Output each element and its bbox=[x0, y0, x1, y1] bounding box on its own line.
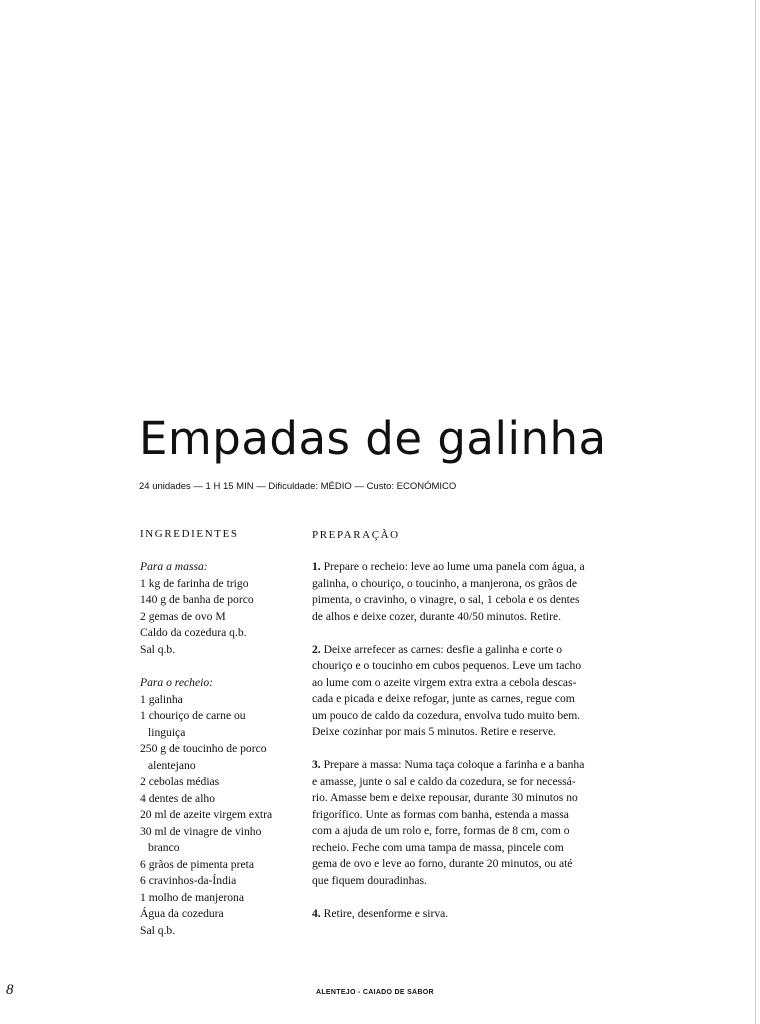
step-text-line: com a ajuda de um rolo e, forre, formas de 8 cm, com o bbox=[312, 824, 570, 837]
step-text-line: que fiquem douradinhas. bbox=[312, 873, 427, 887]
step-text-line: pimenta, o cravinho, o vinagre, o sal, 1 cebola e os dentes bbox=[312, 593, 580, 606]
ingredient-line: 6 cravinhos-da-Índia bbox=[140, 874, 237, 887]
ingredient-line: 2 gemas de ovo M bbox=[140, 609, 226, 623]
ingredients-heading: INGREDIENTES bbox=[140, 528, 239, 540]
ingredient-line: 1 galinha bbox=[140, 692, 183, 706]
recipe-meta: 24 unidades — 1 H 15 MIN — Dificuldade: MÉDIO — Custo: ECONÓMICO bbox=[139, 481, 457, 492]
ingredient-line: 30 ml de vinagre de vinho bbox=[140, 824, 262, 838]
ingredient-line: 140 g de banha de porco bbox=[140, 593, 254, 606]
ingredient-line: 4 dentes de alho bbox=[140, 791, 216, 805]
step-text-line: recheio. Feche com uma tampa de massa, pincele com bbox=[312, 840, 564, 854]
preparation-steps bbox=[312, 559, 607, 939]
step-text-line: um pouco de caldo da cozedura, envolva tudo muito bem. bbox=[312, 708, 581, 722]
page-edge-divider bbox=[755, 0, 756, 1024]
preparation-heading: PREPARAÇÃO bbox=[312, 529, 400, 541]
step-number: 4. bbox=[312, 906, 321, 920]
ingredient-line-continuation: linguiça bbox=[148, 725, 186, 739]
ingredient-group-spacer bbox=[140, 658, 305, 675]
ingredient-line-continuation: alentejano bbox=[148, 758, 196, 772]
step-number: 3. bbox=[312, 758, 321, 771]
ingredient-line: 250 g de toucinho de porco bbox=[140, 742, 267, 755]
step-number: 2. bbox=[312, 642, 321, 656]
preparation-step-3 bbox=[312, 757, 607, 889]
running-footer-title: ALENTEJO - CAIADO DE SABOR bbox=[316, 989, 434, 996]
step-text-line: e amasse, junte o sal e caldo da cozedura, se for necessá- bbox=[312, 774, 576, 788]
step-text-line: frigorífico. Unte as formas com banha, estenda a massa bbox=[312, 807, 569, 821]
preparation-step-2 bbox=[312, 642, 607, 741]
recipe-title: Empadas de galinha bbox=[139, 412, 607, 465]
ingredient-line: 6 grãos de pimenta preta bbox=[140, 857, 254, 871]
ingredient-line: 1 chouriço de carne ou bbox=[140, 709, 246, 722]
step-text-line: cada e picada e deixe refogar, junte as carnes, regue com bbox=[312, 692, 575, 705]
step-text-line: Deixe cozinhar por mais 5 minutos. Retire e reserve. bbox=[312, 725, 557, 738]
step-text-line: galinha, o chouriço, o toucinho, a manjerona, os grãos de bbox=[312, 576, 577, 590]
ingredient-line: Caldo da cozedura q.b. bbox=[140, 626, 247, 639]
step-text-line: de alhos e deixe cozer, durante 40/50 minutos. Retire. bbox=[312, 609, 562, 623]
ingredient-line: Sal q.b. bbox=[140, 923, 176, 937]
step-text-line: chouriço e o toucinho em cubos pequenos. Leve um tacho bbox=[312, 659, 582, 672]
step-text-line: Prepare a massa: Numa taça coloque a farinha e a banha bbox=[323, 758, 585, 771]
ingredient-line: 2 cebolas médias bbox=[140, 775, 220, 788]
step-number: 1. bbox=[312, 560, 321, 573]
preparation-step-1 bbox=[312, 559, 607, 625]
ingredient-line: 1 kg de farinha de trigo bbox=[140, 576, 249, 590]
step-text-line: rio. Amasse bem e deixe repousar, durante 30 minutos no bbox=[312, 791, 578, 804]
preparation-step-4 bbox=[312, 906, 607, 923]
ingredient-line: 1 molho de manjerona bbox=[140, 890, 244, 904]
ingredient-line: 20 ml de azeite virgem extra bbox=[140, 808, 273, 821]
step-text-line: Deixe arrefecer as carnes: desfie a galinha e corte o bbox=[323, 642, 563, 656]
step-text-line: ao lume com o azeite virgem extra extra a cebola descas- bbox=[312, 675, 577, 689]
page-number: 8 bbox=[6, 982, 14, 998]
ingredient-group-label-massa: Para a massa: bbox=[140, 560, 208, 573]
ingredient-group-label-recheio: Para o recheio: bbox=[140, 676, 213, 689]
ingredient-line-continuation: branco bbox=[148, 841, 180, 854]
step-text-line: Prepare o recheio: leve ao lume uma panela com água, a bbox=[323, 560, 585, 573]
ingredients-list bbox=[140, 559, 305, 939]
ingredient-line: Sal q.b. bbox=[140, 642, 176, 656]
ingredient-line: Água da cozedura bbox=[140, 907, 224, 920]
step-text-line: Retire, desenforme e sirva. bbox=[323, 906, 449, 920]
step-text-line: gema de ovo e leve ao forno, durante 20 minutos, ou até bbox=[312, 857, 573, 870]
